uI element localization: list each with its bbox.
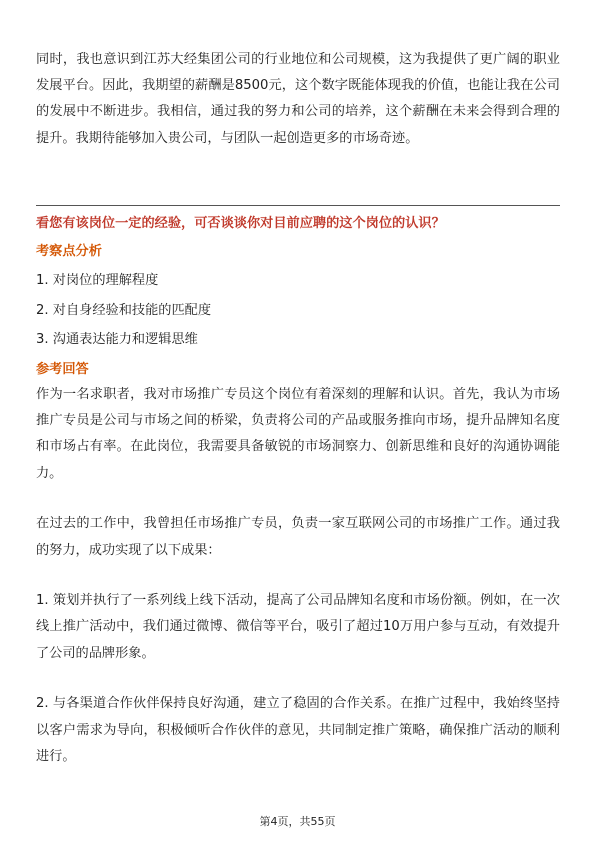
answer-heading: 参考回答 [36, 362, 89, 377]
analysis-item-2: 2. 对自身经验和技能的匹配度 [36, 302, 212, 318]
answer-body [36, 382, 560, 794]
page-number-footer: 第4页，共55页 [259, 815, 336, 828]
section-divider [36, 205, 560, 206]
analysis-list [36, 266, 211, 355]
intro-paragraph: 同时，我也意识到江苏大经集团公司的行业地位和公司规模，这为我提供了更广阔的职业发展平台。因此，我期望的薪酬是8500元，这个数字既能体现我的价值，也能让我在公司的发展中不断进步。我相信，通过我的努力和公司的培养，这个薪酬在未来会得到合理的提升。我期待能够加入贵公司，与团队一起创造更多的市场奇迹。 [36, 52, 560, 146]
answer-paragraph-2: 在过去的工作中，我曾担任市场推广专员，负责一家互联网公司的市场推广工作。通过我的努力，成功实现了以下成果： [36, 516, 560, 558]
analysis-item-1: 1. 对岗位的理解程度 [36, 273, 159, 288]
analysis-item-3: 3. 沟通表达能力和逻辑思维 [36, 332, 198, 347]
analysis-heading: 考察点分析 [36, 244, 102, 259]
answer-paragraph-3: 1. 策划并执行了一系列线上线下活动，提高了公司品牌知名度和市场份额。例如，在一次线上推广活动中，我们通过微博、微信等平台，吸引了超过10万用户参与互动，有效提升了公司的品牌形象。 [36, 593, 560, 661]
answer-paragraph-1: 作为一名求职者，我对市场推广专员这个岗位有着深刻的理解和认识。首先，我认为市场推广专员是公司与市场之间的桥梁，负责将公司的产品或服务推向市场，提升品牌知名度和市场占有率。在此岗位，我需要具备敏锐的市场洞察力、创新思维和良好的沟通协调能力。 [36, 387, 560, 481]
interview-question: 看您有该岗位一定的经验，可否谈谈你对目前应聘的这个岗位的认识？ [36, 216, 445, 231]
answer-paragraph-4: 2. 与各渠道合作伙伴保持良好沟通，建立了稳固的合作关系。在推广过程中，我始终坚持以客户需求为导向，积极倾听合作伙伴的意见，共同制定推广策略，确保推广活动的顺利进行。 [36, 696, 560, 764]
